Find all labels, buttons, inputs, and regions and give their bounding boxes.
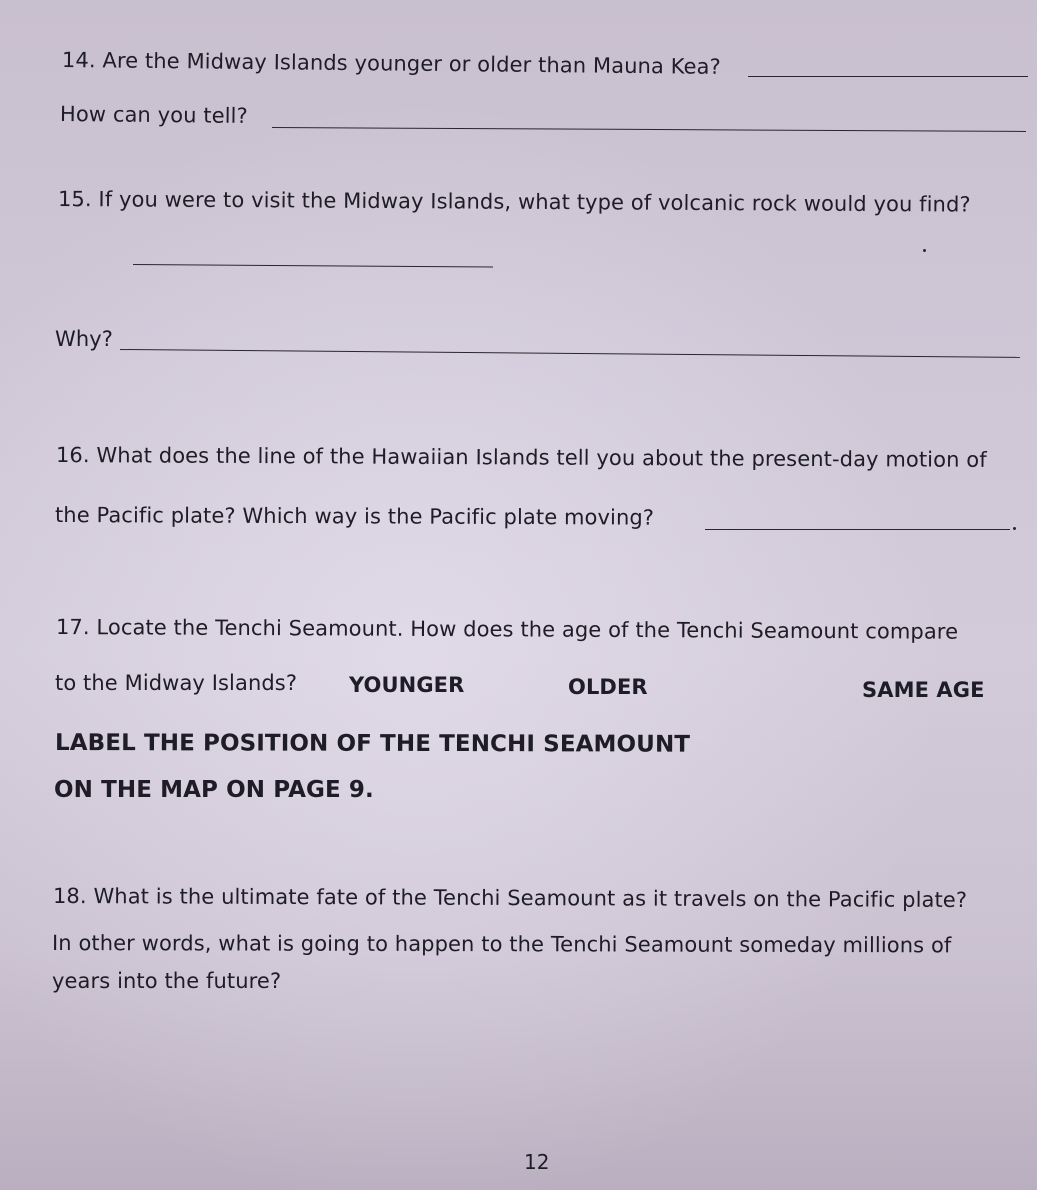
choice-same-age[interactable]: SAME AGE (862, 678, 985, 702)
question-15-text: 15. If you were to visit the Midway Islands, what type of volcanic rock would you find? (57, 187, 971, 217)
instruction-line-1: LABEL THE POSITION OF THE TENCHI SEAMOUNT (54, 730, 691, 758)
question-15-followup-answer-line[interactable] (120, 349, 1020, 358)
instruction-line-2: ON THE MAP ON PAGE 9. (54, 777, 374, 803)
question-17-line-1: 17. Locate the Tenchi Seamount. How does the age of the Tenchi Seamount compare (55, 615, 959, 644)
question-18-line-1: 18. What is the ultimate fate of the Tenchi Seamount as it travels on the Pacific plate? (52, 884, 968, 912)
question-14-followup-answer-line[interactable] (272, 127, 1026, 132)
question-18-line-3: years into the future? (52, 969, 282, 993)
question-16-line-1: 16. What does the line of the Hawaiian Islands tell you about the present-day motion of (55, 443, 987, 472)
question-17-line-2: to the Midway Islands? (55, 671, 298, 695)
question-14-text: 14. Are the Midway Islands younger or older than Mauna Kea? (61, 48, 721, 79)
question-15-followup: Why? (55, 327, 114, 351)
period-mark (1013, 527, 1016, 530)
question-16-line-2: the Pacific plate? Which way is the Pacific plate moving? (54, 503, 655, 530)
choice-older[interactable]: OLDER (568, 675, 648, 699)
choice-younger[interactable]: YOUNGER (349, 673, 465, 697)
question-14-followup: How can you tell? (59, 102, 248, 128)
question-15-answer-line[interactable] (133, 264, 493, 268)
stray-mark (923, 249, 926, 252)
question-14-answer-line[interactable] (748, 76, 1028, 77)
question-16-answer-line[interactable] (705, 529, 1010, 530)
page-number: 12 (524, 1150, 550, 1174)
question-18-line-2: In other words, what is going to happen to the Tenchi Seamount someday millions of (51, 931, 952, 958)
